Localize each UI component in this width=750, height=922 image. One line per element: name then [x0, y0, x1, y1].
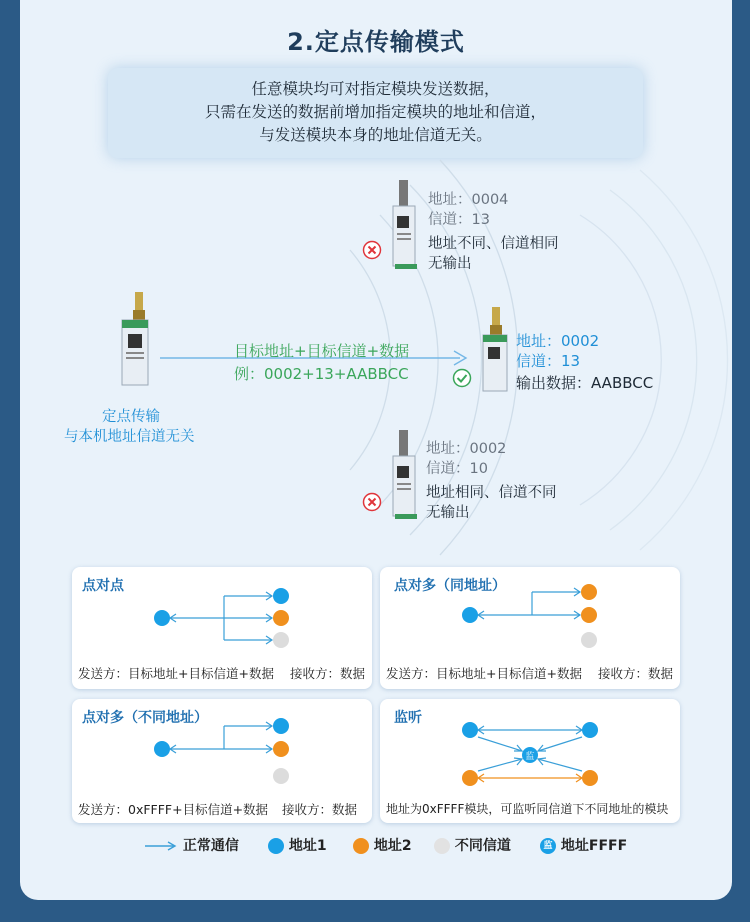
- legend-diff-channel-label: 不同信道: [454, 838, 511, 854]
- fail-icon-bottom: [362, 492, 382, 512]
- main-card: [20, 0, 732, 900]
- signal-rings: [20, 0, 732, 560]
- panel-sender: 发送方：0xFFFF+目标信道+数据: [78, 802, 269, 817]
- top-address: 地址：0004: [428, 192, 509, 208]
- top-desc-2: 无输出: [428, 256, 472, 272]
- panel-receiver: 接收方：数据: [598, 666, 674, 681]
- top-desc-1: 地址不同、信道相同: [428, 236, 559, 252]
- intro-line-1: 任意模块均可对指定模块发送数据，: [251, 80, 500, 98]
- p2m-diff-diagram: [72, 699, 372, 791]
- panel-receiver: 接收方：数据: [282, 802, 358, 817]
- fail-icon-top: [362, 240, 382, 260]
- arrow-label-2: 例：0002+13+AABBCC: [234, 365, 409, 383]
- legend-addr2-label: 地址2: [373, 838, 412, 854]
- right-address: 地址：0002: [516, 332, 600, 350]
- intro-line-2: 只需在发送的数据前增加指定模块的地址和信道，: [204, 103, 546, 121]
- panel-title: 点对多（不同地址）: [82, 710, 208, 726]
- legend-normal: [144, 835, 239, 855]
- p2p-diagram: [72, 567, 372, 657]
- arrow-label-1: 目标地址+目标信道+数据: [234, 342, 410, 360]
- panel-monitor-desc: 地址为0xFFFF模块，可监听同信道下不同地址的模块: [386, 802, 669, 816]
- panel-point-to-multi-diff: [72, 699, 372, 823]
- sender-module-icon: [120, 290, 150, 390]
- panel-monitor: [380, 699, 680, 823]
- blue-dot-icon: [268, 838, 284, 854]
- top-channel: 信道：13: [428, 212, 490, 228]
- bottom-address: 地址：0002: [426, 441, 507, 457]
- page-title: 2.定点传输模式: [287, 28, 465, 56]
- receiver-module-icon: [480, 305, 510, 397]
- bottom-channel: 信道：10: [426, 461, 488, 477]
- intro-line-3: 与发送模块本身的地址信道无关。: [259, 126, 492, 144]
- legend-addr2: [353, 835, 412, 855]
- gray-dot-icon: [434, 838, 450, 854]
- legend-addr-ffff: [540, 835, 627, 855]
- ok-icon: [452, 368, 472, 388]
- panel-title: 点对点: [82, 578, 124, 594]
- bottom-desc-1: 地址相同、信道不同: [426, 485, 557, 501]
- panel-sender: 发送方：目标地址+目标信道+数据: [386, 666, 582, 681]
- bottom-module-icon: [385, 428, 419, 522]
- sender-label-2: 与本机地址信道无关: [64, 429, 195, 445]
- monitor-badge-text: 监: [525, 752, 535, 762]
- panel-point-to-point: [72, 567, 372, 689]
- panel-sender: 发送方：目标地址+目标信道+数据: [78, 666, 274, 681]
- monitor-badge-icon: 监: [540, 838, 556, 854]
- bottom-desc-2: 无输出: [426, 505, 470, 521]
- sender-label-1: 定点传输: [102, 409, 160, 425]
- panel-title: 监听: [394, 710, 422, 726]
- panel-point-to-multi-same: [380, 567, 680, 689]
- top-module-icon: [385, 178, 419, 272]
- legend-normal-label: 正常通信: [182, 838, 239, 854]
- legend-addr1: [268, 835, 327, 855]
- right-channel: 信道：13: [516, 352, 581, 370]
- orange-dot-icon: [353, 838, 369, 854]
- p2m-same-diagram: [380, 567, 680, 657]
- legend-addr-ffff-label: 地址FFFF: [560, 838, 628, 854]
- panel-receiver: 接收方：数据: [290, 666, 366, 681]
- panel-title: 点对多（同地址）: [394, 578, 506, 594]
- right-output: 输出数据：AABBCC: [516, 374, 654, 392]
- monitor-diagram: [380, 699, 680, 791]
- legend-diff-channel: [434, 835, 511, 855]
- legend-addr1-label: 地址1: [288, 838, 327, 854]
- arrow-icon: [144, 840, 178, 852]
